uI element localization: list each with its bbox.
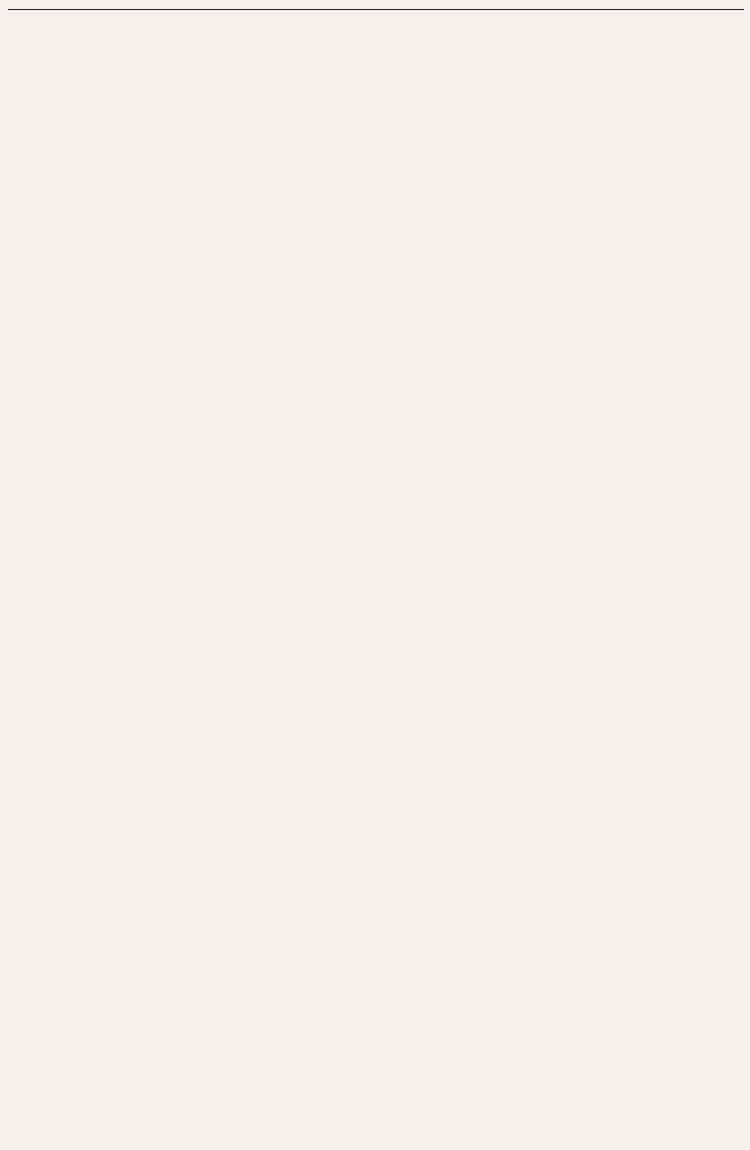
top-rule: [8, 9, 744, 10]
